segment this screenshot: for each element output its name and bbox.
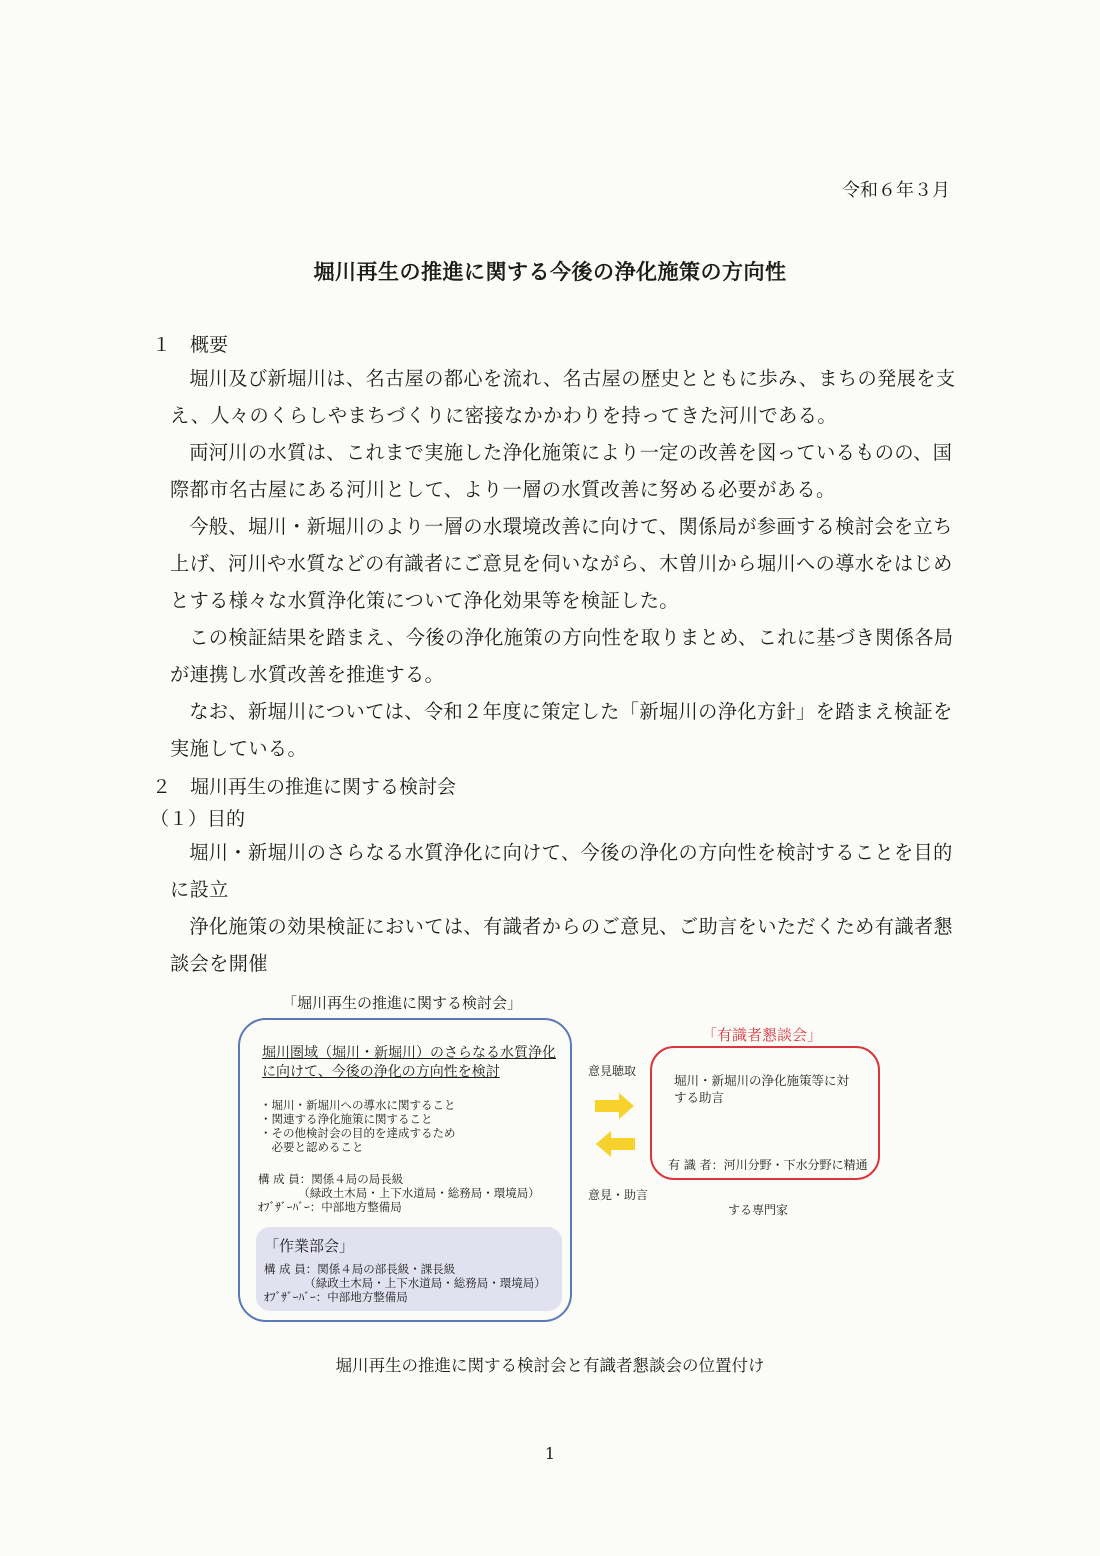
committee-label: 「堀川再生の推進に関する検討会」	[282, 994, 523, 1012]
list-item: ・その他検討会の目的を達成するため	[260, 1126, 456, 1140]
section-2-heading: ２ 堀川再生の推進に関する検討会	[152, 776, 457, 798]
member-row: ｵﾌﾞｻﾞｰﾊﾞｰ：中部地方整備局	[258, 1200, 402, 1214]
panel-label: 「有識者懇談会」	[702, 1026, 823, 1044]
list-item: ・堀川・新堀川への導水に関すること	[260, 1098, 456, 1112]
member-row: 有 識 者：河川分野・下水分野に精通	[668, 1158, 868, 1172]
section-1-heading: １ 概要	[152, 334, 229, 356]
committee-purpose: 堀川圏域（堀川・新堀川）のさらなる水質浄化に向けて、今後の浄化の方向性を検討	[262, 1045, 556, 1080]
document-title: 堀川再生の推進に関する今後の浄化施策の方向性	[313, 260, 787, 284]
member-row: （緑政土木局・上下水道局・総務局・環境局）	[264, 1276, 546, 1290]
paragraph: 今般、堀川・新堀川のより一層の水環境改善に向けて、関係局が参画する検討会を立ち上げ、河川や水質などの有識者にご意見を伺いながら、木曽川から堀川への導水をはじめとする様々な水質浄化策について浄化効果等を検証した。	[170, 515, 953, 612]
panel-members	[668, 1128, 868, 1248]
working-group-label: 「作業部会」	[264, 1237, 355, 1255]
subsection-1-heading: （１）目的	[150, 808, 246, 830]
member-row: ｵﾌﾞｻﾞｰﾊﾞｰ：中部地方整備局	[264, 1290, 408, 1304]
section-1-body	[170, 360, 970, 767]
member-row: 構 成 員：関係４局の部長級・課長級	[264, 1262, 456, 1276]
paragraph: 堀川・新堀川のさらなる水質浄化に向けて、今後の浄化の方向性を検討することを目的に設立	[170, 841, 953, 901]
member-row: する専門家	[668, 1203, 789, 1217]
arrow-right-icon	[595, 1092, 635, 1120]
committee-items	[260, 1098, 456, 1154]
member-row: 構 成 員：関係４局の局長級	[258, 1172, 404, 1186]
list-item: ・関連する浄化施策に関すること	[260, 1112, 433, 1126]
panel-text: 堀川・新堀川の浄化施策等に対する助言	[674, 1073, 850, 1105]
committee-members	[258, 1172, 540, 1214]
arrow-label-advice: 意見・助言	[588, 1188, 649, 1202]
member-row: （緑政土木局・上下水道局・総務局・環境局）	[258, 1186, 540, 1200]
arrow-left-icon	[595, 1130, 635, 1158]
subsection-1-body	[170, 834, 970, 982]
paragraph: 堀川及び新堀川は、名古屋の都心を流れ、名古屋の歴史とともに歩み、まちの発展を支え、人々のくらしやまちづくりに密接なかかわりを持ってきた河川である。	[170, 367, 956, 427]
page-number: 1	[544, 1444, 556, 1463]
arrow-label-hearing: 意見聴取	[588, 1064, 637, 1078]
list-item: 必要と認めること	[260, 1140, 364, 1154]
paragraph: なお、新堀川については、令和２年度に策定した「新堀川の浄化方針」を踏まえ検証を実施している。	[170, 700, 953, 760]
working-group-members	[264, 1262, 546, 1304]
document-date: 令和６年３月	[842, 180, 950, 201]
paragraph: 浄化施策の効果検証においては、有識者からのご意見、ご助言をいただくため有識者懇談会を開催	[170, 915, 954, 975]
paragraph: この検証結果を踏まえ、今後の浄化施策の方向性を取りまとめ、これに基づき関係各局が連携し水質改善を推進する。	[170, 626, 954, 686]
paragraph: 両河川の水質は、これまで実施した浄化施策により一定の改善を図っているものの、国際都市名古屋にある河川として、より一層の水質改善に努める必要がある。	[170, 441, 953, 501]
figure-caption: 堀川再生の推進に関する検討会と有識者懇談会の位置付け	[335, 1356, 765, 1375]
